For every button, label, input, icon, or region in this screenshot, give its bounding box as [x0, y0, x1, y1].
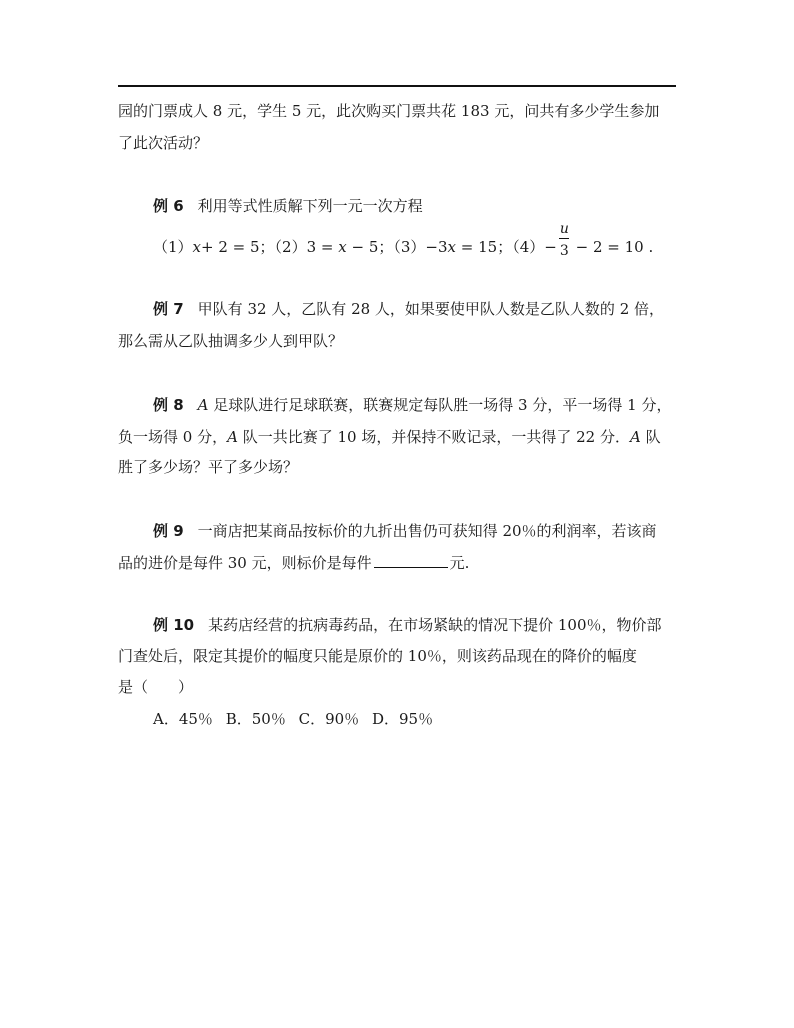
example-8-line-2 — [118, 427, 661, 447]
example-10-label: 例 10 — [153, 616, 195, 634]
option-c: C．90％ — [298, 710, 360, 728]
example-9-line-1 — [153, 521, 657, 541]
team-variable: A — [197, 396, 209, 414]
intro-line-1: 园的门票成人 8 元，学生 5 元，此次购买门票共花 183 元，问共有多少学生参加 — [118, 102, 660, 120]
eq3-rest: = 15； — [456, 238, 513, 256]
team-variable: A — [629, 428, 641, 446]
example-10-text: 某药店经营的抗病毒药品，在市场紧缺的情况下提价 100％，物价部 — [208, 616, 662, 634]
eq4-index: （4） — [512, 238, 545, 256]
example-6-label: 例 6 — [153, 197, 184, 215]
fraction-bar — [559, 238, 569, 239]
eq4-rest: − 2 = 10 . — [570, 238, 654, 256]
example-6-equations — [153, 221, 654, 259]
example-7-label: 例 7 — [153, 300, 184, 318]
eq2-index: （2） — [274, 238, 307, 256]
option-b: B．50％ — [225, 710, 286, 728]
text-segment: 元. — [449, 554, 470, 572]
eq3-index: （3） — [393, 238, 426, 256]
text-segment: 品的进价是每件 30 元，则标价是每件 — [118, 554, 372, 572]
text-segment: 负一场得 0 分， — [118, 428, 228, 446]
option-d: D．95％ — [371, 710, 434, 728]
team-variable: A — [227, 428, 238, 446]
eq3-coefficient: −3 — [425, 238, 448, 256]
eq1-variable: x — [192, 238, 202, 256]
example-8-line-3: 胜了多少场？平了多少场？ — [118, 458, 299, 476]
header-rule — [118, 85, 676, 87]
example-10-line-1 — [153, 615, 662, 635]
example-8-text: 足球队进行足球联赛，联赛规定每队胜一场得 3 分，平一场得 1 分， — [208, 396, 672, 414]
eq4-fraction — [559, 221, 569, 259]
eq1-index: （1） — [153, 238, 193, 256]
eq4-minus: − — [544, 238, 557, 256]
example-9-text: 一商店把某商品按标价的九折出售仍可获知得 20％的利润率，若该商 — [197, 522, 657, 540]
text-segment: 队一共比赛了 10 场，并保持不败记录，一共得了 22 分． — [237, 428, 630, 446]
text-segment: 队 — [640, 428, 661, 446]
example-10-line-3: 是（ ） — [118, 678, 194, 696]
example-10-options — [153, 709, 433, 729]
eq1-rest: + 2 = 5； — [201, 238, 275, 256]
eq2-rest: − 5； — [346, 238, 394, 256]
eq2-variable: x — [338, 238, 347, 256]
fraction-numerator: u — [559, 221, 569, 237]
answer-blank[interactable] — [374, 553, 448, 568]
example-10-line-2: 门查处后，限定其提价的幅度只能是原价的 10％，则该药品现在的降价的幅度 — [118, 647, 637, 665]
example-8-label: 例 8 — [153, 396, 184, 414]
example-8-line-1 — [153, 395, 671, 415]
example-6-title: 利用等式性质解下列一元一次方程 — [197, 197, 423, 215]
example-7-line-1 — [153, 299, 664, 319]
example-6-heading — [153, 196, 423, 216]
eq3-variable: x — [447, 238, 457, 256]
example-7-line-2: 那么需从乙队抽调多少人到甲队？ — [118, 332, 344, 350]
example-7-text: 甲队有 32 人，乙队有 28 人，如果要使甲队人数是乙队人数的 2 倍， — [197, 300, 665, 318]
fraction-denominator: 3 — [559, 243, 569, 259]
example-9-label: 例 9 — [153, 522, 184, 540]
example-9-line-2 — [118, 553, 469, 573]
intro-line-2: 了此次活动？ — [118, 134, 209, 152]
eq2-lhs: 3 = — [306, 238, 339, 256]
option-a: A．45％ — [153, 710, 213, 728]
